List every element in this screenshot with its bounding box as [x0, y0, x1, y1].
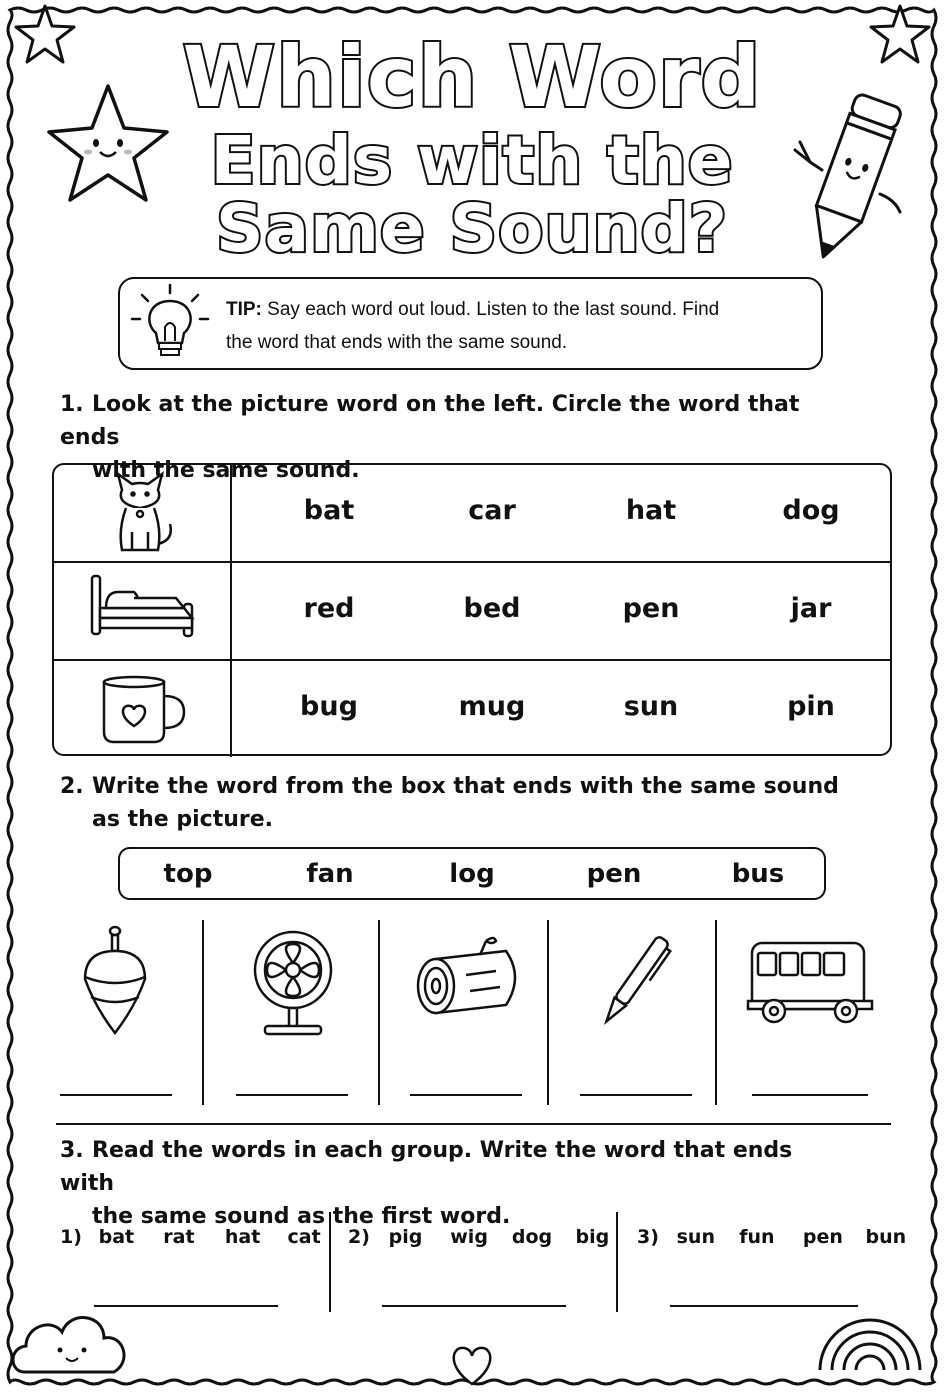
picture-cell [54, 563, 232, 659]
page-title: Which Word [182, 28, 762, 126]
word-option[interactable]: bug [300, 691, 358, 722]
tip-text [226, 293, 806, 359]
tip-label: TIP: [226, 299, 262, 320]
column-divider [329, 1212, 331, 1312]
column-divider [202, 920, 204, 1105]
answer-line[interactable] [410, 1094, 522, 1096]
group-word: hat [224, 1226, 261, 1248]
word-option[interactable]: pen [622, 593, 680, 624]
word-group-1 [60, 1226, 321, 1248]
tip-line1: Say each word out loud. Listen to the last sound. Find [267, 299, 720, 320]
word-option[interactable]: sun [623, 691, 679, 722]
bus-icon [748, 943, 872, 1022]
word-option[interactable]: dog [782, 495, 840, 526]
spinning-top-icon [85, 927, 145, 1033]
column-divider [715, 920, 717, 1105]
word-bank-item: bus [731, 859, 785, 889]
group-word: wig [450, 1226, 488, 1248]
section3-instructions [60, 1134, 840, 1233]
fan-icon [255, 932, 331, 1034]
column-divider [378, 920, 380, 1105]
section2-line1: Write the word from the box that ends with the same sound [92, 774, 839, 799]
section2-number: 2. [60, 774, 84, 799]
section-divider [56, 1123, 891, 1125]
word-bank-item: fan [306, 859, 354, 889]
word-option[interactable]: bed [463, 593, 521, 624]
word-bank-item: log [449, 859, 495, 889]
word-group-3 [637, 1226, 906, 1248]
section3-number: 3. [60, 1138, 84, 1163]
group-word: big [575, 1226, 610, 1248]
word-bank [118, 847, 826, 900]
word-option[interactable]: car [468, 495, 516, 526]
answer-line[interactable] [670, 1305, 858, 1307]
answer-line[interactable] [236, 1094, 348, 1096]
group-word: pig [388, 1226, 423, 1248]
group-word: cat [287, 1226, 321, 1248]
group-word: sun [676, 1226, 715, 1248]
answer-line[interactable] [382, 1305, 566, 1307]
group-label: 1) [60, 1226, 82, 1248]
section1-line1: Look at the picture word on the left. Circle the word that ends [60, 392, 800, 450]
answer-line[interactable] [580, 1094, 692, 1096]
word-option[interactable]: mug [458, 691, 526, 722]
group-label: 2) [348, 1226, 370, 1248]
page-title-line2: Ends with the [210, 122, 734, 199]
group-word: fun [739, 1226, 775, 1248]
group-word: rat [163, 1226, 195, 1248]
tip-line2: the word that ends with the same sound. [226, 332, 568, 353]
column-divider [616, 1212, 618, 1312]
word-bank-item: top [163, 859, 213, 889]
word-option[interactable]: pin [787, 691, 835, 722]
table-row [54, 563, 890, 661]
word-bank-item: pen [586, 859, 642, 889]
circle-word-table [52, 463, 892, 756]
section3-line1: Read the words in each group. Write the word that ends with [60, 1138, 793, 1196]
section3-line2: the same sound as the first word. [92, 1204, 511, 1229]
rainbow-icon [820, 1320, 920, 1370]
word-option[interactable]: bat [303, 495, 355, 526]
pen-icon [601, 935, 674, 1028]
answer-line[interactable] [94, 1305, 278, 1307]
word-option[interactable]: hat [625, 495, 677, 526]
group-word: pen [802, 1226, 843, 1248]
group-word: bun [865, 1226, 907, 1248]
table-row [54, 465, 890, 563]
group-word: dog [511, 1226, 553, 1248]
log-icon [418, 938, 515, 1013]
word-option[interactable]: jar [790, 593, 832, 624]
answer-line[interactable] [752, 1094, 868, 1096]
section2-instructions [60, 770, 840, 836]
cloud-icon [13, 1318, 124, 1372]
tip-box [118, 277, 823, 370]
picture-cell [54, 465, 232, 561]
heart-icon [454, 1348, 491, 1384]
page-title-line3: Same Sound? [216, 190, 728, 267]
word-group-2 [348, 1226, 609, 1248]
section2-line2: as the picture. [92, 807, 273, 832]
column-divider [547, 920, 549, 1105]
answer-line[interactable] [60, 1094, 172, 1096]
section1-number: 1. [60, 392, 84, 417]
word-option[interactable]: red [303, 593, 355, 624]
group-word: bat [98, 1226, 135, 1248]
table-row [54, 661, 890, 757]
picture-cell [54, 661, 232, 757]
group-label: 3) [637, 1226, 659, 1248]
section1-line2: with the same sound. [92, 458, 360, 483]
